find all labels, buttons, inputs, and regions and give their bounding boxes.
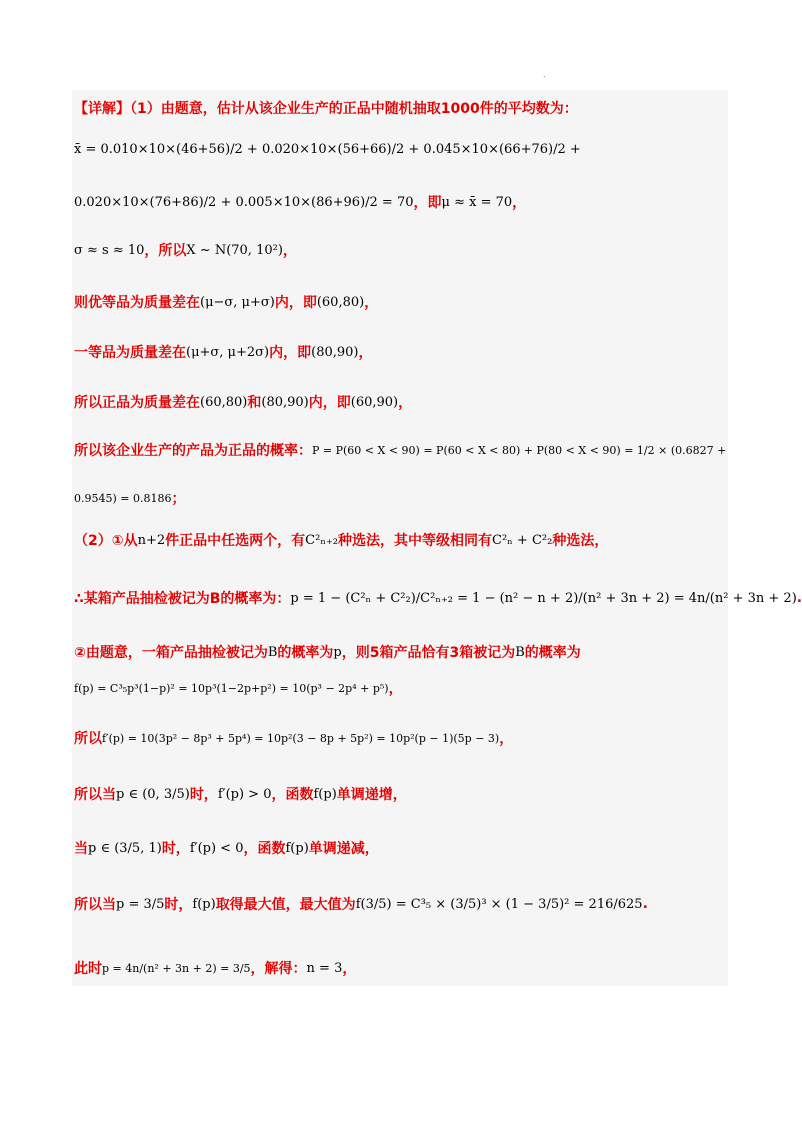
math-expression: p = 4n/(n² + 3n + 2) = 3/5 (102, 961, 251, 975)
math-expression: (60,80) (316, 294, 365, 310)
math-expression: B (267, 644, 278, 660)
line-prob-result (74, 488, 185, 508)
text-run: ，则5箱产品恰有3箱被记为 (341, 645, 516, 661)
math-expression: (60,90) (350, 394, 399, 410)
line-solve-n (74, 958, 356, 978)
text-run: 单调递减， (308, 841, 379, 857)
text-run: ， (512, 195, 527, 211)
text-run: . (796, 590, 802, 606)
decor-dot: . (543, 70, 546, 79)
text-run: ， (398, 395, 413, 411)
math-expression: f(p) (285, 840, 309, 856)
line-prob-genuine (74, 440, 726, 460)
text-run: 此时 (74, 961, 102, 977)
line-mean-1 (74, 142, 581, 157)
math-expression: f(p) (192, 896, 216, 912)
math-expression: f(p) = C³₅p³(1−p)² = 10p³(1−2p+p²) = 10(p³ − 2p⁴ + p⁵) (74, 681, 389, 695)
text-run: 时， (189, 787, 218, 803)
text-run: 所以当 (74, 787, 116, 803)
line-part2-choose (74, 530, 608, 550)
text-run: 所以该企业生产的产品为正品的概率： (74, 443, 312, 459)
text-run: 和 (247, 395, 262, 411)
line-part2-2 (74, 642, 581, 662)
math-expression: C²ₙ + C²₂ (492, 532, 553, 548)
line-sigma (74, 240, 297, 260)
text-run: 时， (164, 897, 193, 913)
text-run: 时， (161, 841, 190, 857)
math-expression: f′(p) > 0 (217, 786, 272, 802)
line-increasing (74, 784, 407, 804)
math-expression: (60,80) (200, 394, 248, 410)
math-expression: p (333, 644, 342, 660)
text-run: 【详解】（1）由题意，估计从该企业生产的正品中随机抽取1000件的平均数为： (74, 101, 578, 117)
math-expression: 0.020×10×(76+86)/2 + 0.005×10×(86+96)/2 = 70 (74, 194, 414, 210)
math-expression: P = P(60 < X < 90) = P(60 < X < 80) + P(80 < X < 90) = 1/2 × (0.6827 + (312, 443, 727, 457)
math-expression: σ ≈ s ≈ 10 (74, 242, 145, 258)
text-run: 种选法， (552, 533, 609, 549)
math-expression: B (515, 644, 525, 660)
text-run: ， (358, 345, 373, 361)
text-run: 单调递增， (336, 787, 407, 803)
line-f-prime (74, 728, 513, 748)
text-run: 当 (74, 841, 88, 857)
text-run: ， (499, 731, 514, 747)
text-run: 内，即 (308, 395, 351, 411)
text-run: （2）①从 (74, 533, 138, 549)
line-superior (74, 292, 378, 312)
text-run: 的概率为 (277, 645, 334, 661)
math-expression: f′(p) = 10(3p² − 8p³ + 5p⁴) = 10p²(3 − 8p + 5p²) = 10p²(p − 1)(5p − 3) (102, 731, 500, 745)
math-expression: 0.9545) = 0.8186 (74, 491, 172, 505)
line-decreasing (74, 838, 379, 858)
text-run: . (642, 896, 648, 912)
text-run: ∴某箱产品抽检被记为B的概率为： (74, 591, 291, 607)
text-run: ，解得： (250, 961, 307, 977)
text-run: ②由题意，一箱产品抽检被记为 (74, 645, 268, 661)
math-expression: p ∈ (3/5, 1) (88, 840, 162, 856)
math-expression: (80,90) (261, 394, 309, 410)
line-prob-b (74, 588, 802, 608)
text-run: 种选法，其中等级相同有 (338, 533, 493, 549)
math-expression: n+2 (137, 532, 166, 548)
line-mean-2 (74, 192, 526, 212)
math-expression: p ∈ (0, 3/5) (116, 786, 190, 802)
text-run: ， (388, 681, 403, 697)
math-expression: f(3/5) = C³₅ × (3/5)³ × (1 − 3/5)² = 216/625 (355, 896, 643, 912)
text-run: 则优等品为质量差在 (74, 295, 200, 311)
text-run: 内，即 (274, 295, 317, 311)
text-run: 一等品为质量差在 (74, 345, 186, 361)
line-first-class (74, 342, 373, 362)
text-run: 所以 (74, 731, 102, 747)
math-expression: X ~ N(70, 10²) (186, 242, 283, 258)
text-run: ， (364, 295, 379, 311)
text-run: ，函数 (271, 787, 314, 803)
math-expression: f′(p) < 0 (189, 840, 244, 856)
text-run: ，即 (413, 195, 442, 211)
text-run: ， (342, 961, 357, 977)
text-run: 取得最大值，最大值为 (215, 897, 356, 913)
math-expression: μ ≈ x̄ = 70 (441, 194, 513, 210)
text-run: 所以正品为质量差在 (74, 395, 200, 411)
text-run: 的概率为 (524, 645, 581, 661)
text-run: ； (171, 491, 186, 507)
line-genuine-range (74, 392, 412, 412)
math-expression: p = 1 − (C²ₙ + C²₂)/C²ₙ₊₂ = 1 − (n² − n + 2)/(n² + 3n + 2) = 4n/(n² + 3n + 2) (290, 590, 797, 606)
text-run: 内，即 (269, 345, 312, 361)
line-f-p (74, 678, 403, 698)
line-intro (74, 98, 578, 118)
math-expression: (μ+σ, μ+2σ) (186, 344, 270, 360)
math-expression: x̄ = 0.010×10×(46+56)/2 + 0.020×10×(56+66)/2 + 0.045×10×(66+76)/2 + (74, 142, 581, 157)
text-run: ，所以 (144, 243, 187, 259)
math-expression: (80,90) (311, 344, 359, 360)
text-run: 所以当 (74, 897, 116, 913)
math-expression: C²ₙ₊₂ (305, 532, 339, 548)
math-expression: f(p) (313, 786, 337, 802)
text-run: 件正品中任选两个，有 (165, 533, 306, 549)
line-maximum (74, 894, 648, 914)
math-expression: n = 3 (306, 960, 343, 976)
text-run: ，函数 (243, 841, 286, 857)
math-expression: (μ−σ, μ+σ) (200, 294, 275, 310)
text-run: ， (282, 243, 297, 259)
math-expression: p = 3/5 (116, 896, 165, 912)
